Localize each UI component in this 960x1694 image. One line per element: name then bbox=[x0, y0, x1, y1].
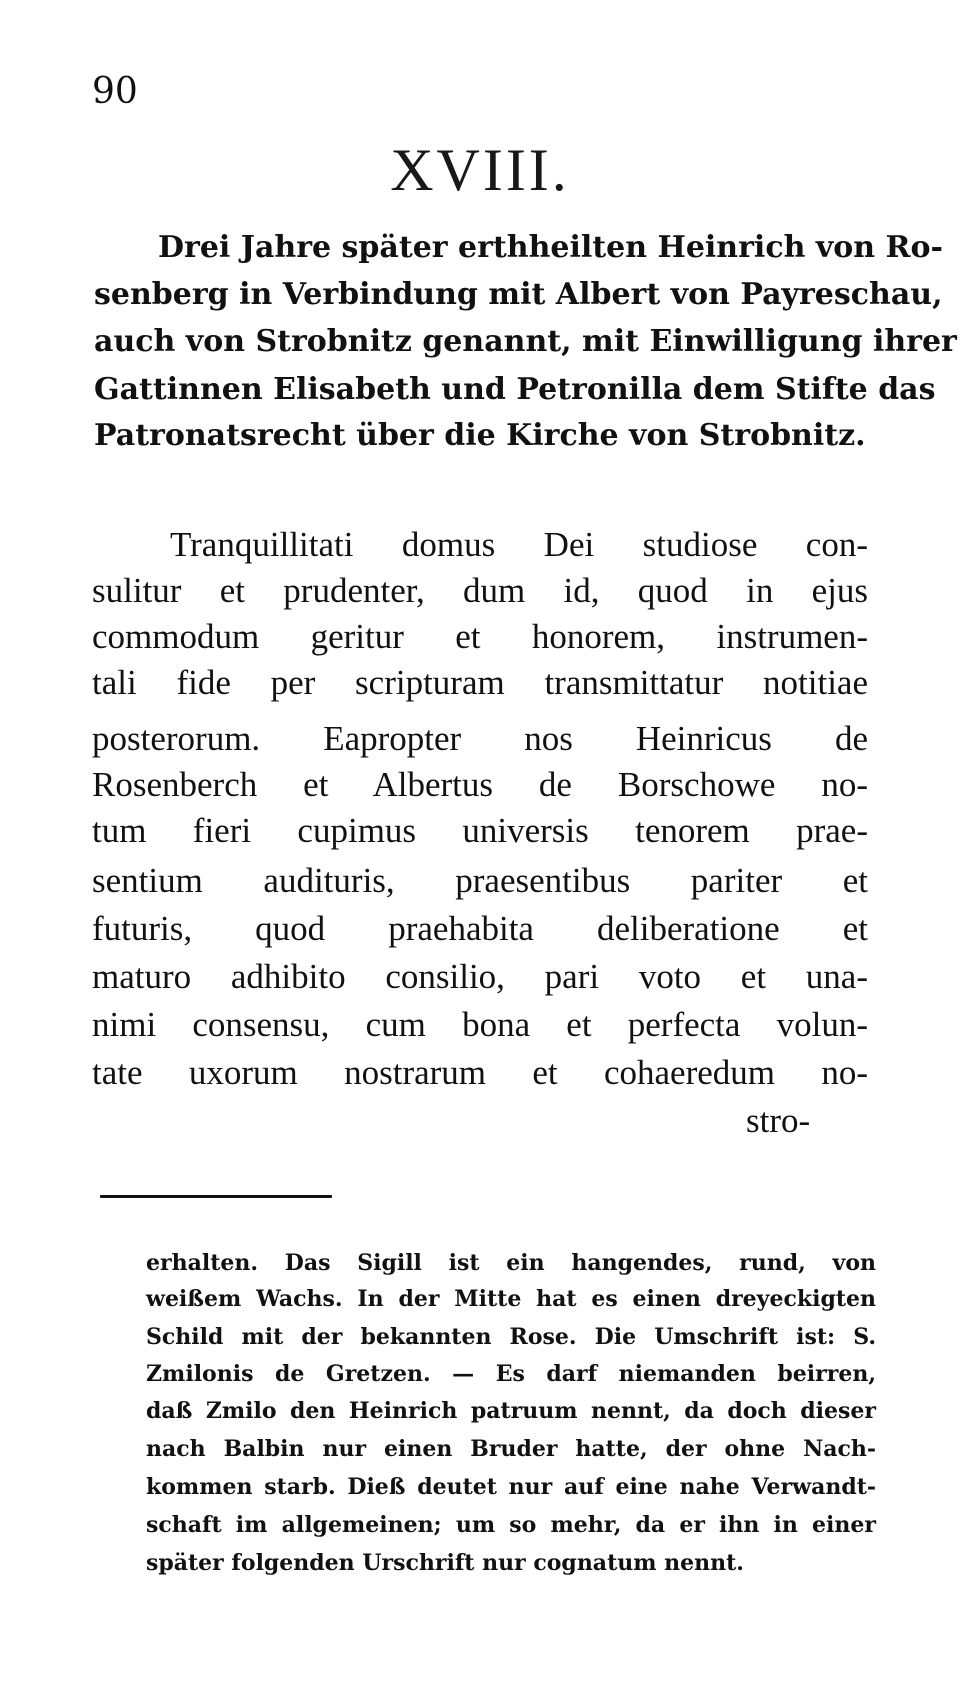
latin-line: sentium audituris, praesentibus pariter et bbox=[92, 861, 868, 900]
latin-line: Tranquillitati domus Dei studiose con- bbox=[170, 525, 868, 564]
latin-line: commodum geritur et honorem, instrumen- bbox=[92, 617, 868, 656]
footnote-line: Zmilonis de Gretzen. — Es darf niemanden beirren, bbox=[146, 1361, 876, 1387]
footnote-line: daß Zmilo den Heinrich patruum nennt, da doch dieser bbox=[146, 1398, 876, 1424]
footnote-divider bbox=[100, 1195, 332, 1198]
latin-line: tum fieri cupimus universis tenorem prae- bbox=[92, 811, 868, 850]
footnote-line: Schild mit der bekannten Rose. Die Umschrift ist: S. bbox=[146, 1324, 876, 1350]
footnote-line: erhalten. Das Sigill ist ein hangendes, rund, von bbox=[146, 1250, 876, 1276]
page-number: 90 bbox=[92, 71, 138, 112]
latin-line: posterorum. Eapropter nos Heinricus de bbox=[92, 719, 868, 758]
summary-line: Patronatsrecht über die Kirche von Strobnitz. bbox=[94, 418, 866, 453]
footnote-line: nach Balbin nur einen Bruder hatte, der ohne Nach- bbox=[146, 1436, 876, 1462]
latin-line: tate uxorum nostrarum et cohaeredum no- bbox=[92, 1053, 868, 1092]
summary-line: auch von Strobnitz genannt, mit Einwilligung ihrer bbox=[94, 324, 957, 359]
catchword: stro- bbox=[746, 1101, 811, 1140]
footnote-line: später folgenden Urschrift nur cognatum nennt. bbox=[146, 1550, 744, 1576]
footnote-line: weißem Wachs. In der Mitte hat es einen dreyeckigten bbox=[146, 1286, 876, 1312]
latin-line: maturo adhibito consilio, pari voto et una- bbox=[92, 957, 868, 996]
summary-line: senberg in Verbindung mit Albert von Payreschau, bbox=[94, 277, 943, 312]
summary-line: Gattinnen Elisabeth und Petronilla dem Stifte das bbox=[94, 372, 936, 407]
latin-line: tali fide per scripturam transmittatur notitiae bbox=[92, 663, 868, 702]
footnote-line: kommen starb. Dieß deutet nur auf eine nahe Verwandt- bbox=[146, 1474, 876, 1500]
latin-line: sulitur et prudenter, dum id, quod in ejus bbox=[92, 571, 868, 610]
chapter-heading: XVIII. bbox=[390, 137, 570, 203]
latin-line: nimi consensu, cum bona et perfecta volun- bbox=[92, 1005, 868, 1044]
footnote-line: schaft im allgemeinen; um so mehr, da er ihn in einer bbox=[146, 1512, 876, 1538]
latin-line: Rosenberch et Albertus de Borschowe no- bbox=[92, 765, 868, 804]
summary-line: Drei Jahre später erthheilten Heinrich von Ro- bbox=[158, 230, 943, 265]
latin-line: futuris, quod praehabita deliberatione et bbox=[92, 909, 868, 948]
